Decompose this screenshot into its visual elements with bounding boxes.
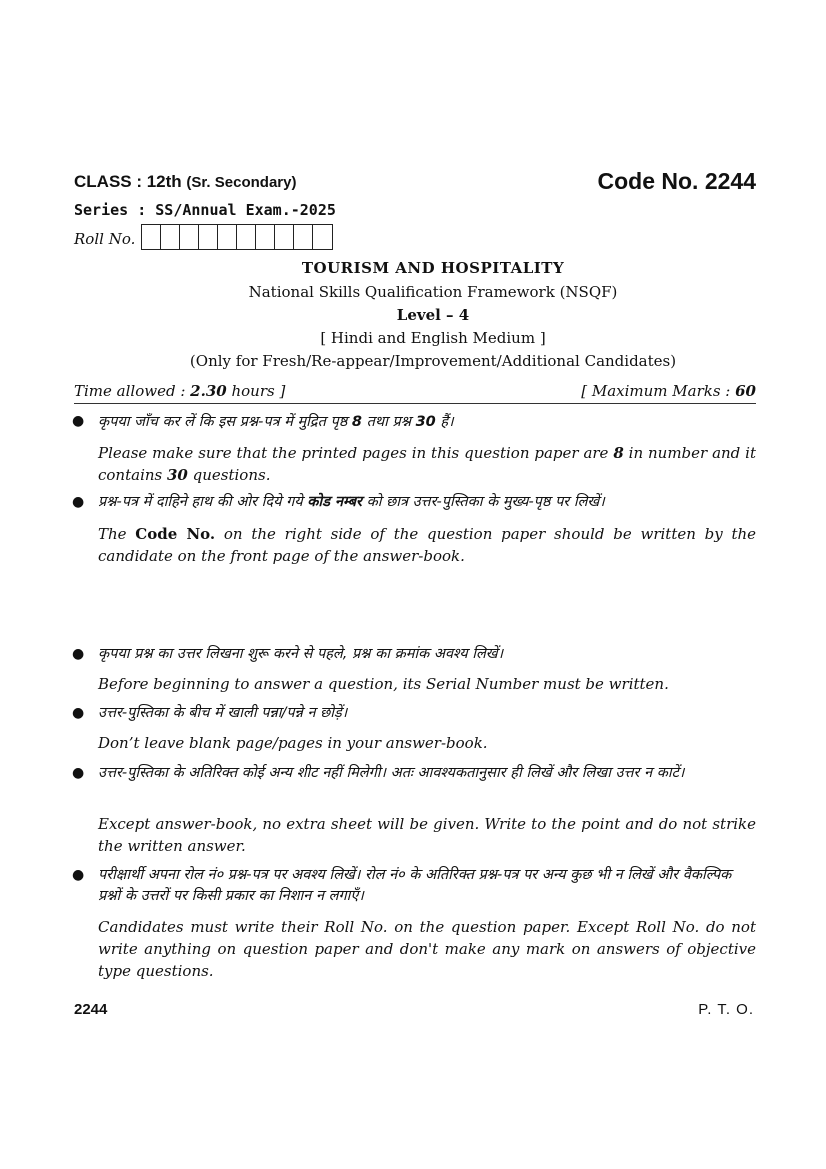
- code-number: Code No. 2244: [597, 168, 756, 194]
- divider: [74, 403, 756, 404]
- roll-digit-box[interactable]: [161, 225, 180, 249]
- instruction-hindi: परीक्षार्थी अपना रोल नं० प्रश्न-पत्र पर अवश्य लिखें। रोल नं० के अतिरिक्त प्रश्न-पत्र पर अन्य कुछ भी न लिखें और वैकल्पिक प्रश्नों के उत्तरों पर किसी प्रकार का निशान न लगाएँ।: [98, 867, 732, 904]
- instruction-english: Don’t leave blank page/pages in your answer-book.: [98, 734, 488, 752]
- instruction-english: Except answer-book, no extra sheet will be given. Write to the point and do not strike the written answer.: [98, 815, 756, 855]
- bullet-icon: ●: [72, 413, 85, 429]
- instruction-hindi: प्रश्न-पत्र में दाहिने हाथ की ओर दिये गये कोड नम्बर को छात्र उत्तर-पुस्तिका के मुख्य-पृष्ठ पर लिखें।: [98, 494, 605, 510]
- roll-number-boxes[interactable]: [141, 224, 333, 250]
- time-label: Time allowed :: [74, 382, 191, 400]
- class-label: CLASS : 12th: [74, 172, 182, 191]
- marks-value: 60: [735, 382, 756, 400]
- roll-digit-box[interactable]: [237, 225, 256, 249]
- bullet-icon: ●: [72, 765, 85, 781]
- time-allowed: [74, 382, 285, 400]
- pto-label: P. T. O.: [698, 1001, 754, 1018]
- roll-digit-box[interactable]: [180, 225, 199, 249]
- roll-digit-box[interactable]: [218, 225, 237, 249]
- time-unit: hours ]: [226, 382, 286, 400]
- medium-line: [ Hindi and English Medium ]: [320, 329, 546, 347]
- subject-title: TOURISM AND HOSPITALITY: [301, 259, 565, 277]
- bullet-icon: ●: [72, 494, 85, 510]
- framework-line: National Skills Qualification Framework (NSQF): [248, 283, 618, 301]
- class-sub-label: (Sr. Secondary): [186, 174, 297, 191]
- instruction-hindi: कृपया जाँच कर लें कि इस प्रश्न-पत्र में मुद्रित पृष्ठ 8 तथा प्रश्न 30 हैं।: [98, 414, 454, 430]
- bullet-icon: ●: [72, 867, 85, 883]
- roll-digit-box[interactable]: [294, 225, 313, 249]
- roll-digit-box[interactable]: [142, 225, 161, 249]
- instruction-english: Before beginning to answer a question, its Serial Number must be written.: [98, 675, 669, 693]
- instruction-english: Candidates must write their Roll No. on the question paper. Except Roll No. do not write anything on question paper and don't make any mark on answers of objective type questions.: [98, 918, 756, 980]
- roll-digit-box[interactable]: [256, 225, 275, 249]
- bullet-icon: ●: [72, 646, 85, 662]
- candidates-line: (Only for Fresh/Re-appear/Improvement/Additional Candidates): [189, 352, 677, 370]
- class-line: [74, 172, 296, 192]
- instruction-hindi: उत्तर-पुस्तिका के बीच में खाली पन्ना/पन्ने न छोड़ें।: [98, 705, 348, 721]
- roll-digit-box[interactable]: [199, 225, 218, 249]
- roll-number-label: Roll No.: [74, 230, 136, 248]
- footer-code: 2244: [74, 1001, 108, 1018]
- marks-label: [ Maximum Marks :: [581, 382, 736, 400]
- roll-digit-box[interactable]: [313, 225, 332, 249]
- instruction-hindi: कृपया प्रश्न का उत्तर लिखना शुरू करने से पहले, प्रश्न का क्रमांक अवश्य लिखें।: [98, 646, 504, 662]
- bullet-icon: ●: [72, 705, 85, 721]
- instruction-english: Please make sure that the printed pages in this question paper are 8 in number and it contains 30 questions.: [98, 444, 756, 484]
- series-line: Series : SS/Annual Exam.-2025: [74, 201, 336, 219]
- level-line: Level – 4: [396, 306, 470, 324]
- time-value: 2.30: [190, 382, 227, 400]
- maximum-marks: [581, 382, 756, 400]
- roll-digit-box[interactable]: [275, 225, 294, 249]
- instruction-english: The Code No. on the right side of the question paper should be written by the candidate on the front page of the answer-book.: [98, 525, 757, 565]
- instruction-hindi: उत्तर-पुस्तिका के अतिरिक्त कोई अन्य शीट नहीं मिलेगी। अतः आवश्यकतानुसार ही लिखें और लिखा उत्तर न काटें।: [98, 765, 685, 781]
- time-marks-row: [74, 382, 756, 400]
